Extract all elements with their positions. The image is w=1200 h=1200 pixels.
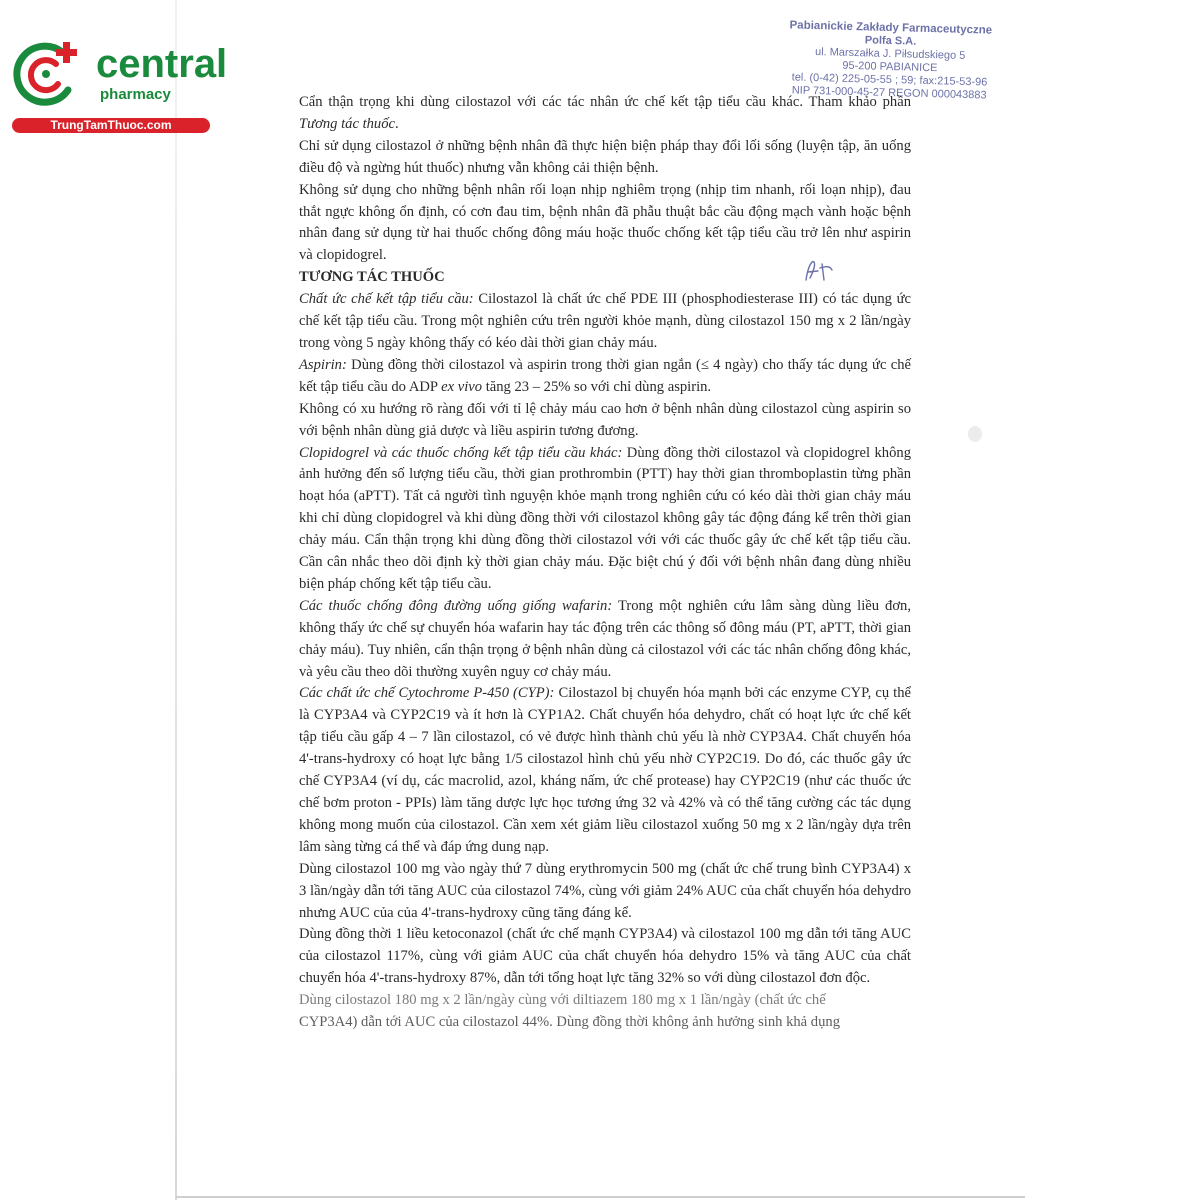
paragraph-usage: Chỉ sử dụng cilostazol ở những bệnh nhân đã thực hiện biện pháp thay đổi lối sống (luyện tập, ăn uống điều độ và ngừng hút thuốc) nhưng vẫn không cải thiện bệnh. xyxy=(299,137,911,176)
central-pharmacy-logo[interactable] xyxy=(10,38,228,138)
paragraph-aspirin: Aspirin: Dùng đồng thời cilostazol và aspirin trong thời gian ngắn (≤ 4 ngày) cho thấy tác dụng ức chế kết tập tiểu cầu do ADP ex vivo tăng 23 – 25% so với chỉ dùng aspirin. xyxy=(299,356,911,395)
stamp-line-5: tel. (0-42) 225-05-55 ; 59; fax:215-53-96 xyxy=(791,71,988,89)
document-body xyxy=(299,92,911,1034)
stamp-line-3: ul. Marszałka J. Piłsudskiego 5 xyxy=(814,46,966,62)
paragraph-cyp: Các chất ức chế Cytochrome P-450 (CYP): Cilostazol bị chuyển hóa mạnh bởi các enzyme CYP, cụ thể là CYP3A4 và CYP2C19 và ít hơn là CYP1A2. Chất chuyển hóa dehydro, chất có hoạt lực ức chế kết tập tiểu cầu gấp 4 – 7 lần cilostazol, có vẻ được hình thành chủ yếu là nhờ CYP3A4. Chất chuyển hóa 4'-trans-hydroxy có hoạt lực bằng 1/5 cilostazol hình chủ yếu nhờ CYP2C19. Do đó, các thuốc gây ức chế CYP3A4 (ví dụ, các macrolid, azol, kháng nấm, ức chế protease) hay CYP2C19 (như các thuốc ức chế bơm proton - PPIs) làm tăng dược lực học tương ứng 32 và 42% và có thể tăng cường các tác dụng không mong muốn của cilostazol. Cần xem xét giảm liều cilostazol xuống 50 mg x 2 lần/ngày dựa trên lâm sàng từng cá thể và đáp ứng dung nạp. xyxy=(299,685,911,855)
scan-smudge xyxy=(968,426,982,442)
paragraph-diltiazem-cont: CYP3A4) dẫn tới AUC của cilostazol 44%. Dùng đồng thời không ảnh hưởng sinh khả dụng xyxy=(299,1014,840,1031)
paragraph-bleeding: Không có xu hướng rõ ràng đối với tỉ lệ chảy máu cao hơn ở bệnh nhân dùng cilostazol cùng aspirin so với bệnh nhân dùng giả dược và liều aspirin tương đương. xyxy=(299,400,911,439)
stamp-line-6: NIP 731-000-45-27 REGON 000043883 xyxy=(791,84,987,102)
stamp-line-2: Polfa S.A. xyxy=(864,34,917,48)
pharmacy-cross-icon xyxy=(10,38,88,116)
scan-edge-bottom xyxy=(175,1196,1025,1198)
logo-url[interactable]: TrungTamThuoc.com xyxy=(12,118,210,133)
stamp-line-1: Pabianickie Zakłady Farmaceutyczne xyxy=(789,19,993,37)
paragraph-contraindications: Không sử dụng cho những bệnh nhân rối loạn nhịp nghiêm trọng (nhịp tim nhanh, rối loạn nhịp), đau thắt ngực không ổn định, có cơn đau tim, bệnh nhân đã phẫu thuật bắc cầu động mạch vành hoặc bệnh nhân đang sử dụng từ hai thuốc chống đông máu hoặc thuốc chống kết tập tiểu cầu trở lên như aspirin và clopidogrel. xyxy=(299,181,911,264)
stamp-line-4: 95-200 PABIANICE xyxy=(842,59,938,75)
paragraph-diltiazem: Dùng cilostazol 180 mg x 2 lần/ngày cùng với diltiazem 180 mg x 1 lần/ngày (chất ức chế xyxy=(299,992,826,1009)
paragraph-erythromycin: Dùng cilostazol 100 mg vào ngày thứ 7 dùng erythromycin 500 mg (chất ức chế trung bình CYP3A4) x 3 lần/ngày dẫn tới tăng AUC của cilostazol 74%, cùng với giảm 24% AUC của chất chuyển hóa dehydro nhưng AUC của của 4'-trans-hydroxy cũng tăng đáng kể. xyxy=(299,860,911,921)
paragraph-clopidogrel: Clopidogrel và các thuốc chống kết tập tiểu cầu khác: Dùng đồng thời cilostazol và clopidogrel không ảnh hưởng đến số lượng tiểu cầu, thời gian prothrombin (PTT) hay thời gian thromboplastin từng phần hoạt hóa (aPTT). Tất cả người tình nguyện khỏe mạnh trong nghiên cứu có kéo dài thời gian chảy máu khi chỉ dùng clopidogrel và khi dùng đồng thời với cilostazol không gây tác động đáng kể trên thời gian chảy máu. Cẩn thận trọng khi dùng đồng thời cilostazol với với các thuốc gây ức chế kết tập tiểu cầu. Cần cân nhắc theo dõi định kỳ thời gian chảy máu. Đặc biệt chú ý đối với bệnh nhân đang dùng nhiều biện pháp chống kết tập tiểu cầu. xyxy=(299,444,911,592)
paragraph-ketoconazol: Dùng đồng thời 1 liều ketoconazol (chất ức chế mạnh CYP3A4) và cilostazol 100 mg dẫn tới tăng AUC của cilostazol 117%, cùng với giảm AUC của chất chuyển hóa dehydro 15% và tăng AUC của chất chuyển hóa 4'-trans-hydroxy 87%, dẫn tới tổng hoạt lực tăng 32% so với dùng cilostazol đơn độc. xyxy=(299,926,911,987)
logo-brand: central xyxy=(96,42,228,86)
paragraph-antiplatelet: Chất ức chế kết tập tiểu cầu: Cilostazol là chất ức chế PDE III (phosphodiesterase III) có tác dụng ức chế kết tập tiểu cầu. Trong một nghiên cứu trên người khỏe mạnh, dùng cilostazol 150 mg x 2 lần/ngày trong vòng 5 ngày không thấy có kéo dài thời gian chảy máu. xyxy=(299,291,912,351)
section-reference: Tương tác thuốc xyxy=(299,115,396,132)
paragraph-warfarin: Các thuốc chống đông đường uống giống wafarin: Trong một nghiên cứu lâm sàng dùng liều đơn, không thấy ức chế sự chuyển hóa wafarin hay tác động trên các thông số đông máu (PT, aPTT, thời gian chảy máu). Tuy nhiên, cẩn thận trọng ở bệnh nhân dùng cả cilostazol với các tác nhân chống đông khác, và yêu cầu theo dõi thường xuyên nguy cơ chảy máu. xyxy=(299,597,911,680)
section-heading: TƯƠNG TÁC THUỐC xyxy=(299,269,445,286)
logo-sub: pharmacy xyxy=(100,86,171,103)
paragraph-caution: Cẩn thận trọng khi dùng cilostazol với các tác nhân ức chế kết tập tiểu cầu khác. Tham khảo phần Tương tác thuốc. xyxy=(299,94,911,132)
scan-edge-left xyxy=(175,0,177,1200)
